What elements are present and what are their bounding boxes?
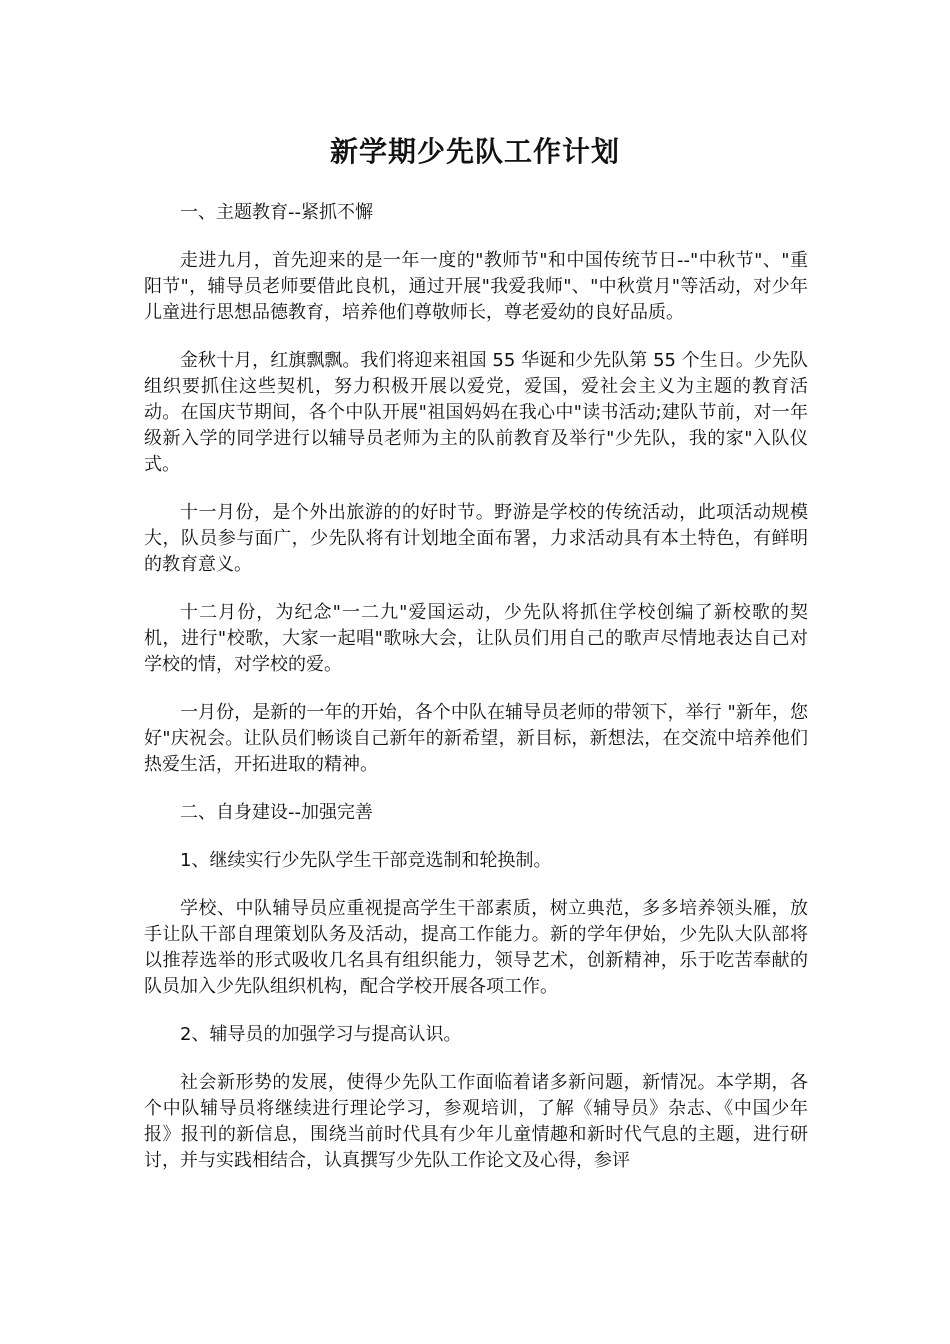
document-body: [144, 200, 808, 1196]
section-heading-1: 一、主题教育--紧抓不懈: [180, 202, 373, 223]
paragraph-september: 走进九月，首先迎来的是一年一度的"教师节"和中国传统节日--"中秋节"、"重阳节"，辅导员老师要借此良机，通过开展"我爱我师"、"中秋赏月"等活动，对少年儿童进行思想品德教育，培养他们尊敬师长，尊老爱幼的良好品质。: [144, 250, 808, 323]
paragraph-november: 十一月份，是个外出旅游的的好时节。野游是学校的传统活动，此项活动规模大，队员参与面广，少先队将有计划地全面布署，力求活动具有本土特色，有鲜明的教育意义。: [144, 502, 808, 575]
paragraph-cadre: 学校、中队辅导员应重视提高学生干部素质，树立典范，多多培养领头雁，放手让队干部自理策划队务及活动，提高工作能力。新的学年伊始，少先队大队部将以推荐选举的形式吸收几名具有组织能力，领导艺术，创新精神，乐于吃苦奉献的队员加入少先队组织机构，配合学校开展各项工作。: [144, 898, 808, 997]
paragraph-study: 社会新形势的发展，使得少先队工作面临着诸多新问题，新情况。本学期，各个中队辅导员将继续进行理论学习，参观培训，了解《辅导员》杂志、《中国少年报》报刊的新信息，围绕当前时代具有少年儿童情趣和新时代气息的主题，进行研讨，并与实践相结合，认真撰写少先队工作论文及心得，参评: [144, 1072, 808, 1171]
subheading-2: 2、辅导员的加强学习与提高认识。: [180, 1024, 462, 1045]
paragraph-october: 金秋十月，红旗飘飘。我们将迎来祖国 55 华诞和少先队第 55 个生日。少先队组织要抓住这些契机，努力积极开展以爱党，爱国，爱社会主义为主题的教育活动。在国庆节期间，各个中队开展"祖国妈妈在我心中"读书活动;建队节前，对一年级新入学的同学进行以辅导员老师为主的队前教育及举行"少先队，我的家"入队仪式。: [144, 350, 808, 475]
paragraph-january: 一月份，是新的一年的开始，各个中队在辅导员老师的带领下，举行 "新年，您好"庆祝会。让队员们畅谈自己新年的新希望，新目标，新想法，在交流中培养他们热爱生活，开拓进取的精神。: [144, 702, 808, 775]
subheading-1: 1、继续实行少先队学生干部竞选制和轮换制。: [180, 850, 552, 871]
document-title: 新学期少先队工作计划: [329, 135, 620, 168]
paragraph-december: 十二月份，为纪念"一二九"爱国运动，少先队将抓住学校创编了新校歌的契机，进行"校歌，大家一起唱"歌咏大会，让队员们用自己的歌声尽情地表达自己对学校的情，对学校的爱。: [144, 602, 808, 675]
section-heading-2: 二、自身建设--加强完善: [180, 802, 373, 823]
